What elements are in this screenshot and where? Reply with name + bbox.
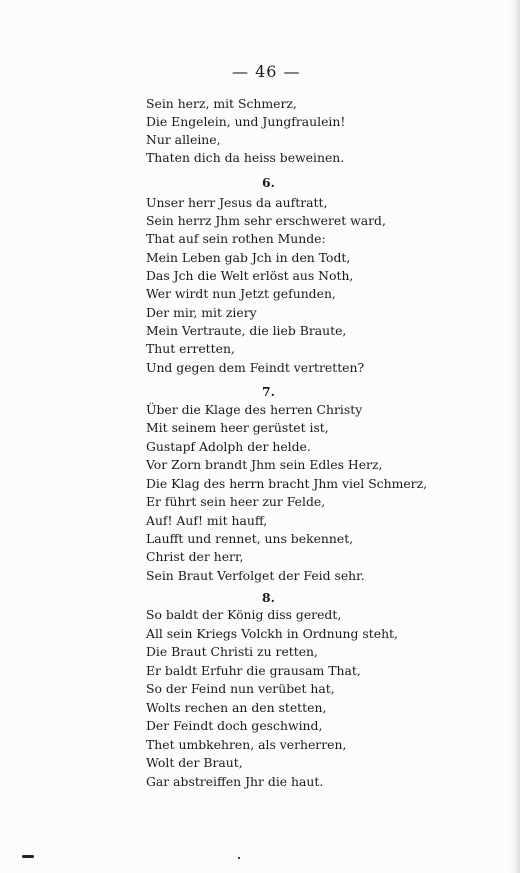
stanza-number: 7. (262, 384, 275, 399)
verse-line: Nur alleine, (146, 132, 221, 147)
ink-dot (238, 857, 240, 859)
verse-line: Auf! Auf! mit hauff, (146, 513, 268, 528)
verse-line: That auf sein rothen Munde: (146, 231, 326, 246)
verse-line: Thut erretten, (146, 341, 235, 356)
verse-line: Sein herrz Jhm sehr erschweret ward, (146, 213, 386, 228)
verse-line: Wolt der Braut, (146, 755, 243, 770)
verse-line: Mein Vertraute, die lieb Braute, (146, 323, 347, 338)
page-number: — 46 — (232, 62, 301, 81)
verse-line: Sein Braut Verfolget der Feid sehr. (146, 568, 365, 583)
verse-line: Gar abstreiffen Jhr die haut. (146, 774, 324, 789)
verse-line: Wolts rechen an den stetten, (146, 700, 327, 715)
verse-line: So der Feind nun verübet hat, (146, 681, 335, 696)
verse-line: Christ der herr, (146, 549, 244, 564)
verse-line: Der Feindt doch geschwind, (146, 718, 323, 733)
verse-line: Und gegen dem Feindt vertretten? (146, 360, 365, 375)
verse-line: Die Braut Christi zu retten, (146, 644, 318, 659)
verse-line: Das Jch die Welt erlöst aus Noth, (146, 268, 354, 283)
verse-line: Wer wirdt nun Jetzt gefunden, (146, 286, 336, 301)
verse-line: Er baldt Erfuhr die grausam That, (146, 663, 361, 678)
verse-line: Die Klag des herrn bracht Jhm viel Schmerz, (146, 476, 428, 491)
verse-line: Sein herz, mit Schmerz, (146, 96, 297, 111)
verse-line: Die Engelein, und Jungfraulein! (146, 114, 346, 129)
verse-line: Thet umbkehren, als verherren, (146, 737, 347, 752)
verse-line: Gustapf Adolph der helde. (146, 439, 311, 454)
ink-mark (22, 855, 34, 858)
verse-line: So baldt der König diss geredt, (146, 607, 342, 622)
verse-line: Unser herr Jesus da auftratt, (146, 195, 328, 210)
verse-line: Mein Leben gab Jch in den Todt, (146, 250, 351, 265)
verse-line: Vor Zorn brandt Jhm sein Edles Herz, (146, 457, 383, 472)
page-edge-shadow (508, 0, 520, 873)
verse-line: Laufft und rennet, uns bekennet, (146, 531, 354, 546)
verse-line: Mit seinem heer gerüstet ist, (146, 420, 329, 435)
verse-line: All sein Kriegs Volckh in Ordnung steht, (146, 626, 398, 641)
verse-line: Thaten dich da heiss beweinen. (146, 150, 345, 165)
verse-line: Der mir, mit ziery (146, 305, 257, 320)
stanza-number: 8. (262, 590, 275, 605)
stanza-number: 6. (262, 175, 275, 190)
verse-line: Über die Klage des herren Christy (146, 402, 363, 417)
verse-line: Er führt sein heer zur Felde, (146, 494, 326, 509)
